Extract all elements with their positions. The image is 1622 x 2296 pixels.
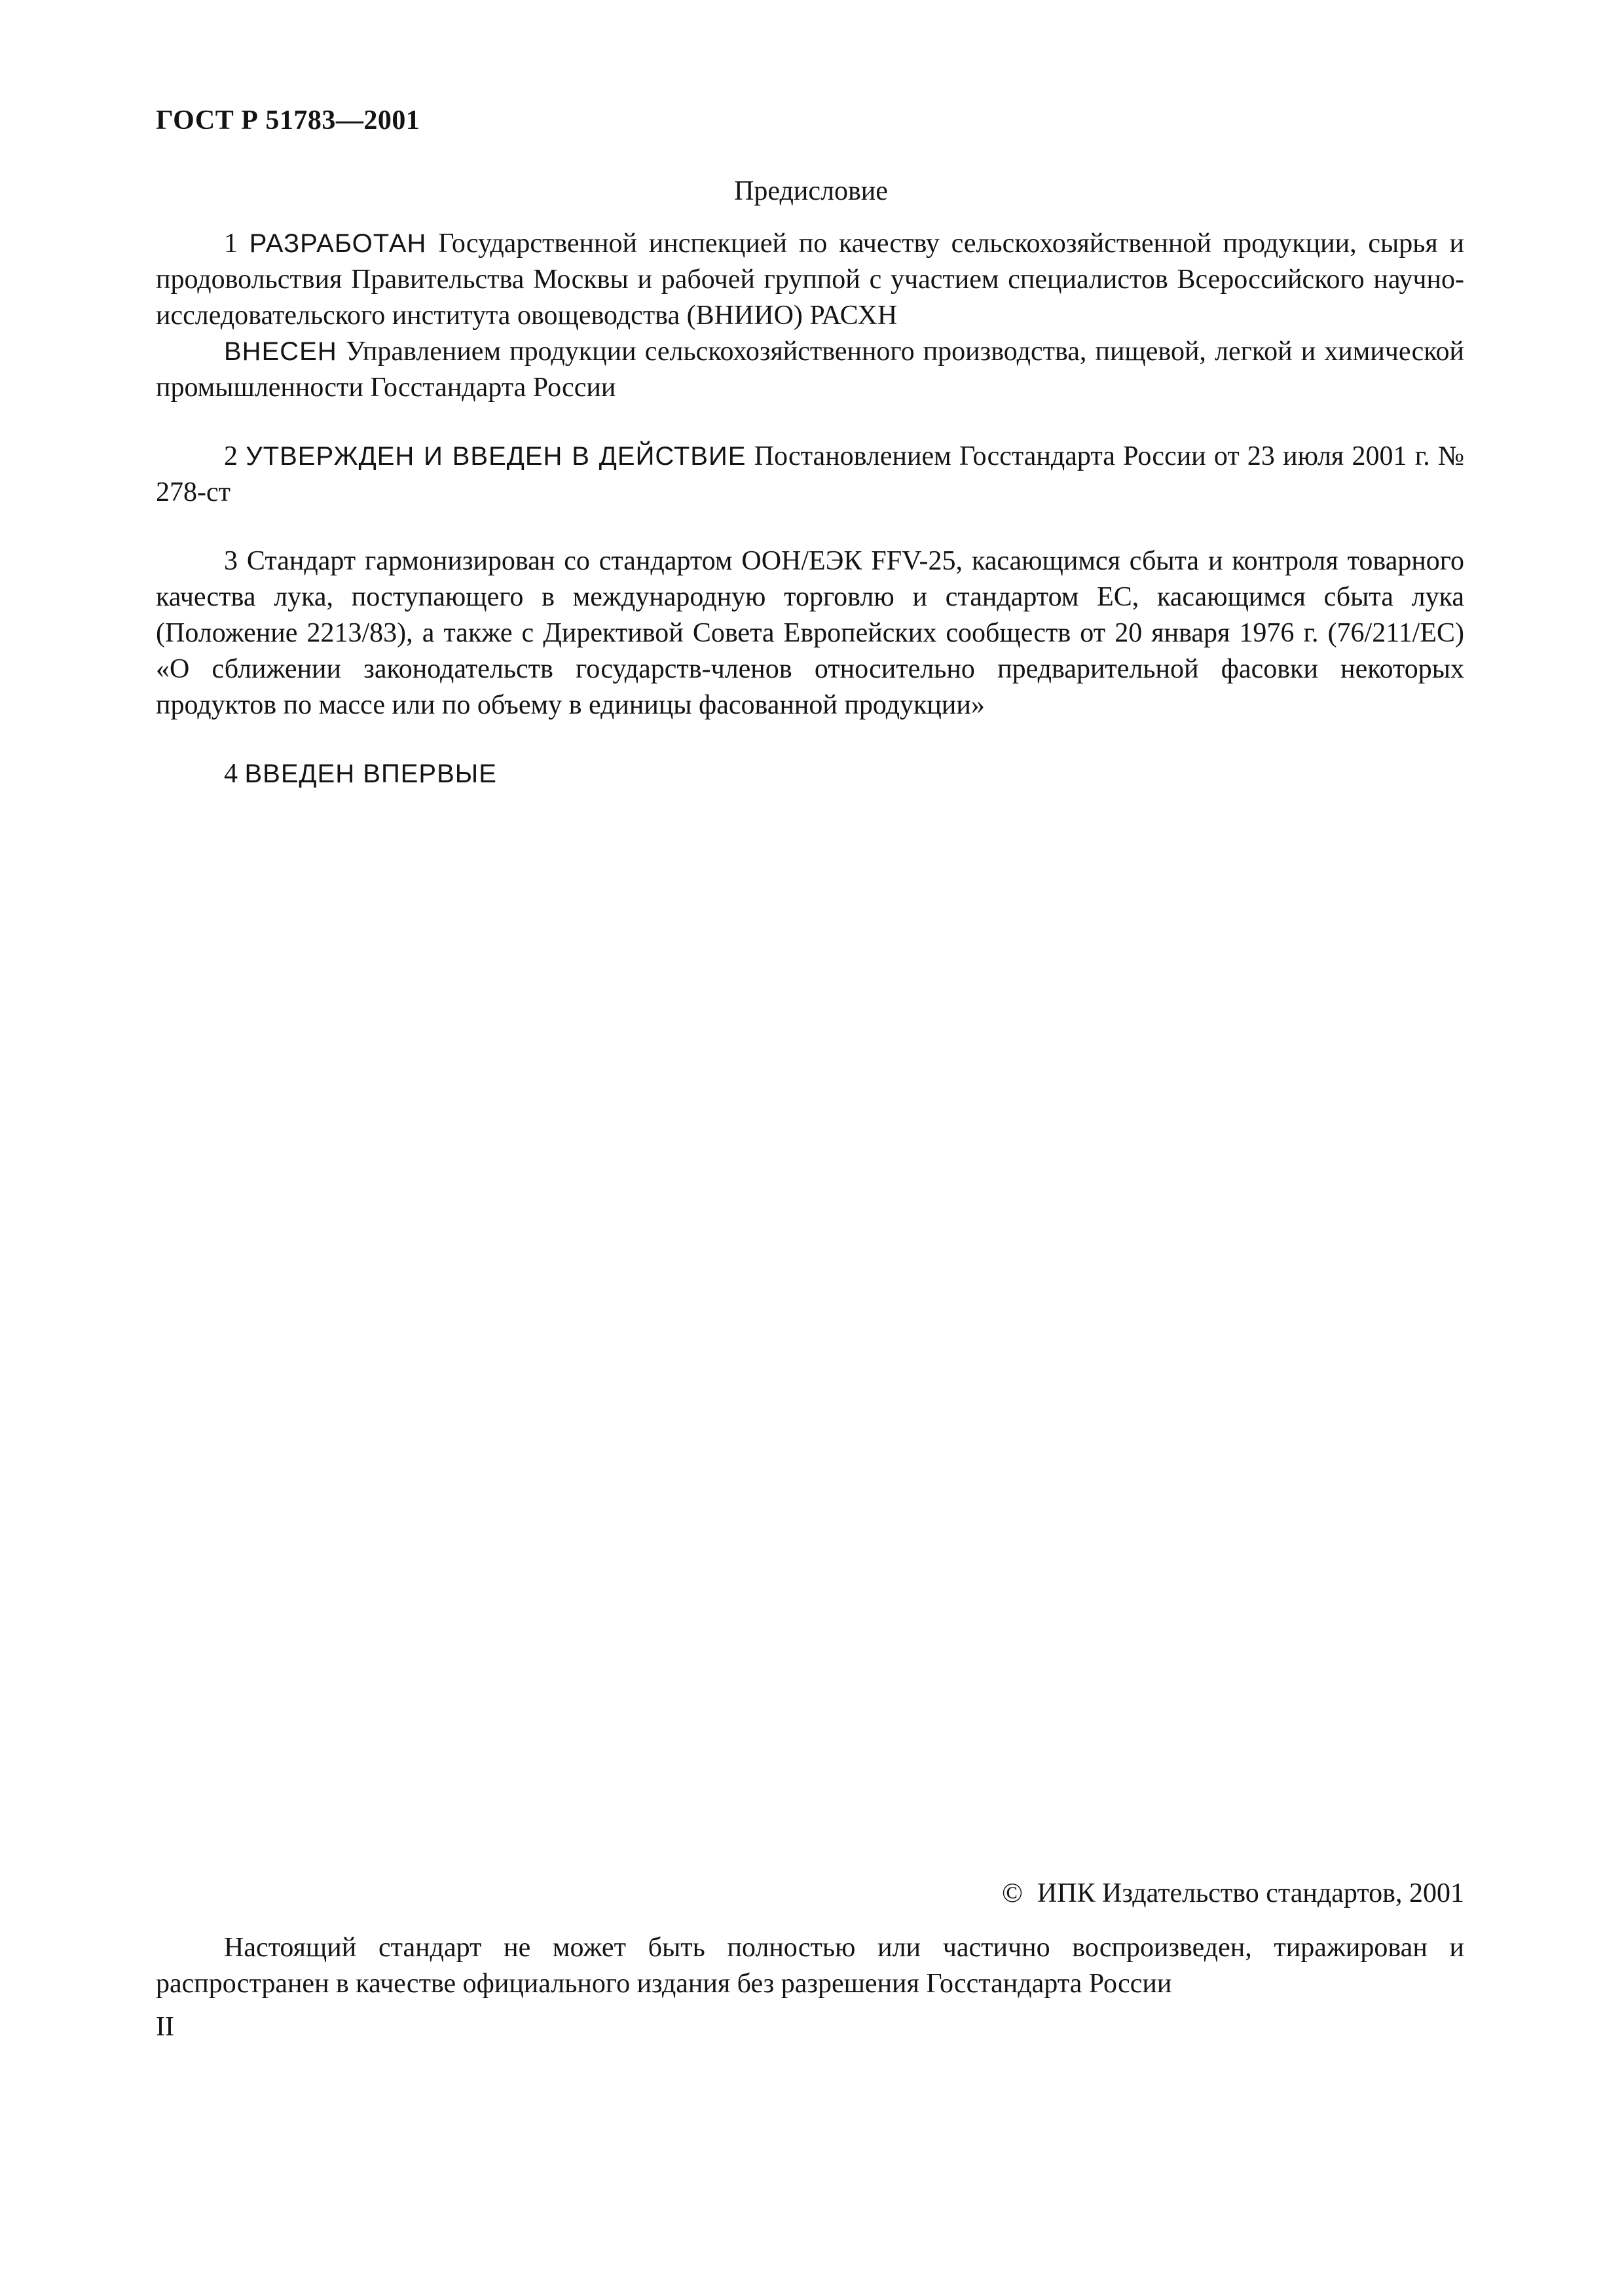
preface-item-4 (156, 756, 1464, 792)
preface-item-1-introduced (156, 334, 1464, 406)
item-number: 4 (224, 759, 238, 789)
item-number: 3 (224, 546, 238, 576)
item-lead-developed: РАЗРАБОТАН (249, 229, 427, 258)
page-number: II (156, 2012, 174, 2042)
item-text-introduced: Управлением продукции сельскохозяйственного производства, пищевой, легкой и химической промышленности Госстандарта России (156, 337, 1465, 403)
copyright-icon: © (1001, 1878, 1023, 1908)
item-number: 1 (224, 228, 238, 259)
item-lead-introduced: ВНЕСЕН (224, 337, 337, 366)
item-lead-first-introduced: ВВЕДЕН ВПЕРВЫЕ (244, 759, 497, 788)
item-number: 2 (224, 441, 238, 471)
preface-item-1 (156, 226, 1464, 406)
reproduction-notice (156, 1930, 1464, 2002)
item-text-developed: Государственной инспекцией по качеству сельскохозяйственной продукции, сырья и продовольствия Правительства Москвы и рабочей группой с участием специалистов Всероссийского научно-исследовательского института овощеводства (ВНИИО) РАСХН (156, 228, 1465, 331)
reproduction-notice-text: Настоящий стандарт не может быть полностью или частично воспроизведен, тиражирован и распространен в качестве официального издания без разрешения Госстандарта России (156, 1933, 1464, 1999)
copyright-text: ИПК Издательство стандартов, 2001 (1037, 1878, 1464, 1908)
copyright-line (1002, 1878, 1464, 1909)
item-lead-approved: УТВЕРЖДЕН И ВВЕДЕН В ДЕЙСТВИЕ (246, 442, 746, 471)
item-text-harmonized: Стандарт гармонизирован со стандартом ООН/ЕЭК FFV-25, касающимся сбыта и контроля товарного качества лука, поступающего в международную торговлю и стандартом ЕС, касающимся сбыта лука (Положение 2213/83), а также с Директивой Совета Европейских сообществ от 20 января 1976 г. (76/211/ЕС) «О сближении законодательств государств-членов относительно предварительной фасовки некоторых продуктов по массе или по объему в единицы фасованной продукции» (156, 546, 1464, 720)
preface-title: Предисловие (734, 176, 888, 206)
preface-item-1-developed (156, 226, 1464, 334)
item-text-approved: Постановлением Госстандарта России от 23 июля 2001 г. № 278-ст (156, 441, 1465, 507)
preface-item-2 (156, 439, 1464, 511)
preface-body (156, 226, 1464, 825)
document-code-header: ГОСТ Р 51783—2001 (156, 105, 420, 136)
preface-item-3 (156, 543, 1464, 723)
